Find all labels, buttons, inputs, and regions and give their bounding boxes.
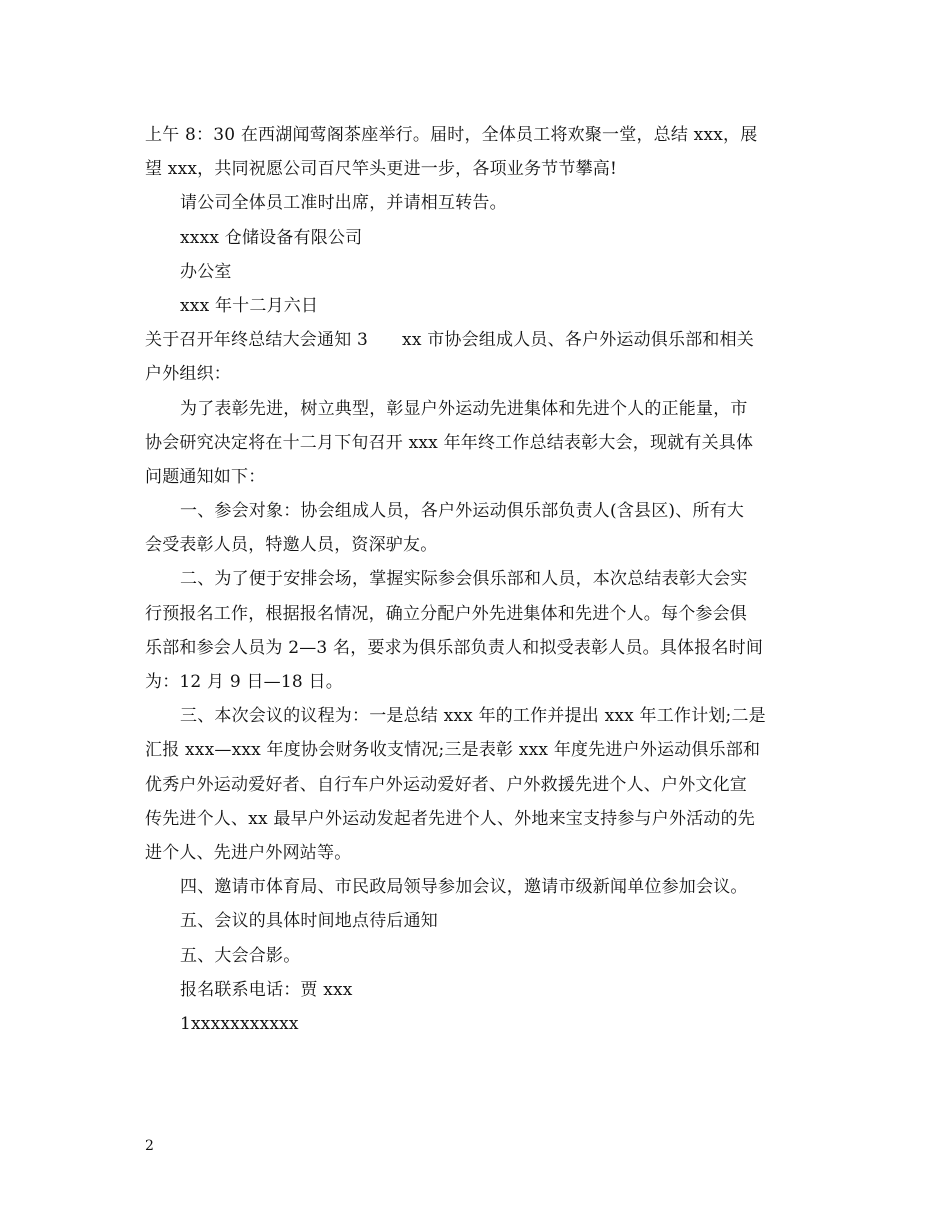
text-line: 一、参会对象：协会组成人员，各户外运动俱乐部负责人(含县区)、所有大 — [180, 501, 745, 522]
notice-addressee: xx 市协会组成人员、各户外运动俱乐部和相关 — [402, 330, 755, 351]
text-line: 汇报 xxx—xxx 年度协会财务收支情况;三是表彰 xxx 年度先进户外运动俱乐部和 — [145, 740, 761, 761]
text-line: 户外组织： — [145, 364, 231, 385]
text-line: 乐部和参会人员为 2—3 名，要求为俱乐部负责人和拟受表彰人员。具体报名时间 — [145, 637, 764, 658]
text-line: xxx 年十二月六日 — [180, 295, 319, 316]
text-line: 五、会议的具体时间地点待后通知 — [180, 911, 438, 932]
text-line: 为：12 月 9 日—18 日。 — [145, 672, 343, 692]
page-number: 2 — [145, 1138, 154, 1154]
text-line: 行预报名工作，根据报名情况，确立分配户外先进集体和先进个人。每个参会俱 — [145, 603, 747, 624]
text-line: 五、大会合影。 — [180, 945, 301, 966]
text-line: 办公室 — [180, 261, 232, 282]
notice-title: 关于召开年终总结大会通知 3 — [145, 330, 369, 351]
text-line: 望 xxx，共同祝愿公司百尺竿头更进一步，各项业务节节攀高! — [145, 159, 617, 180]
text-line: 协会研究决定将在十二月下旬召开 xxx 年年终工作总结表彰大会，现就有关具体 — [145, 432, 754, 453]
text-line: 会受表彰人员，特邀人员，资深驴友。 — [145, 535, 438, 556]
text-line: 进个人、先进户外网站等。 — [145, 842, 352, 863]
text-line: 优秀户外运动爱好者、自行车户外运动爱好者、户外救援先进个人、户外文化宣 — [145, 774, 747, 795]
text-line: 传先进个人、xx 最早户外运动发起者先进个人、外地来宝支持参与户外活动的先 — [145, 808, 755, 829]
text-line: 请公司全体员工准时出席，并请相互转告。 — [180, 193, 507, 214]
notice-heading-line — [145, 323, 810, 357]
text-line: 二、为了便于安排会场，掌握实际参会俱乐部和人员，本次总结表彰大会实 — [180, 569, 748, 590]
text-line: 报名联系电话：贾 xxx — [180, 979, 353, 1000]
text-line: 为了表彰先进，树立典型，彰显户外运动先进集体和先进个人的正能量，市 — [180, 398, 748, 419]
text-line: 1xxxxxxxxxxx — [180, 1013, 299, 1034]
document-body — [145, 118, 810, 1041]
text-line: 三、本次会议的议程为：一是总结 xxx 年的工作并提出 xxx 年工作计划;二是 — [180, 706, 766, 727]
text-line: 四、邀请市体育局、市民政局领导参加会议，邀请市级新闻单位参加会议。 — [180, 877, 748, 898]
text-line: xxxx 仓储设备有限公司 — [180, 227, 363, 248]
text-line: 上午 8：30 在西湖闻莺阁茶座举行。届时，全体员工将欢聚一堂，总结 xxx，展 — [145, 125, 758, 145]
text-line: 问题通知如下： — [145, 466, 266, 487]
